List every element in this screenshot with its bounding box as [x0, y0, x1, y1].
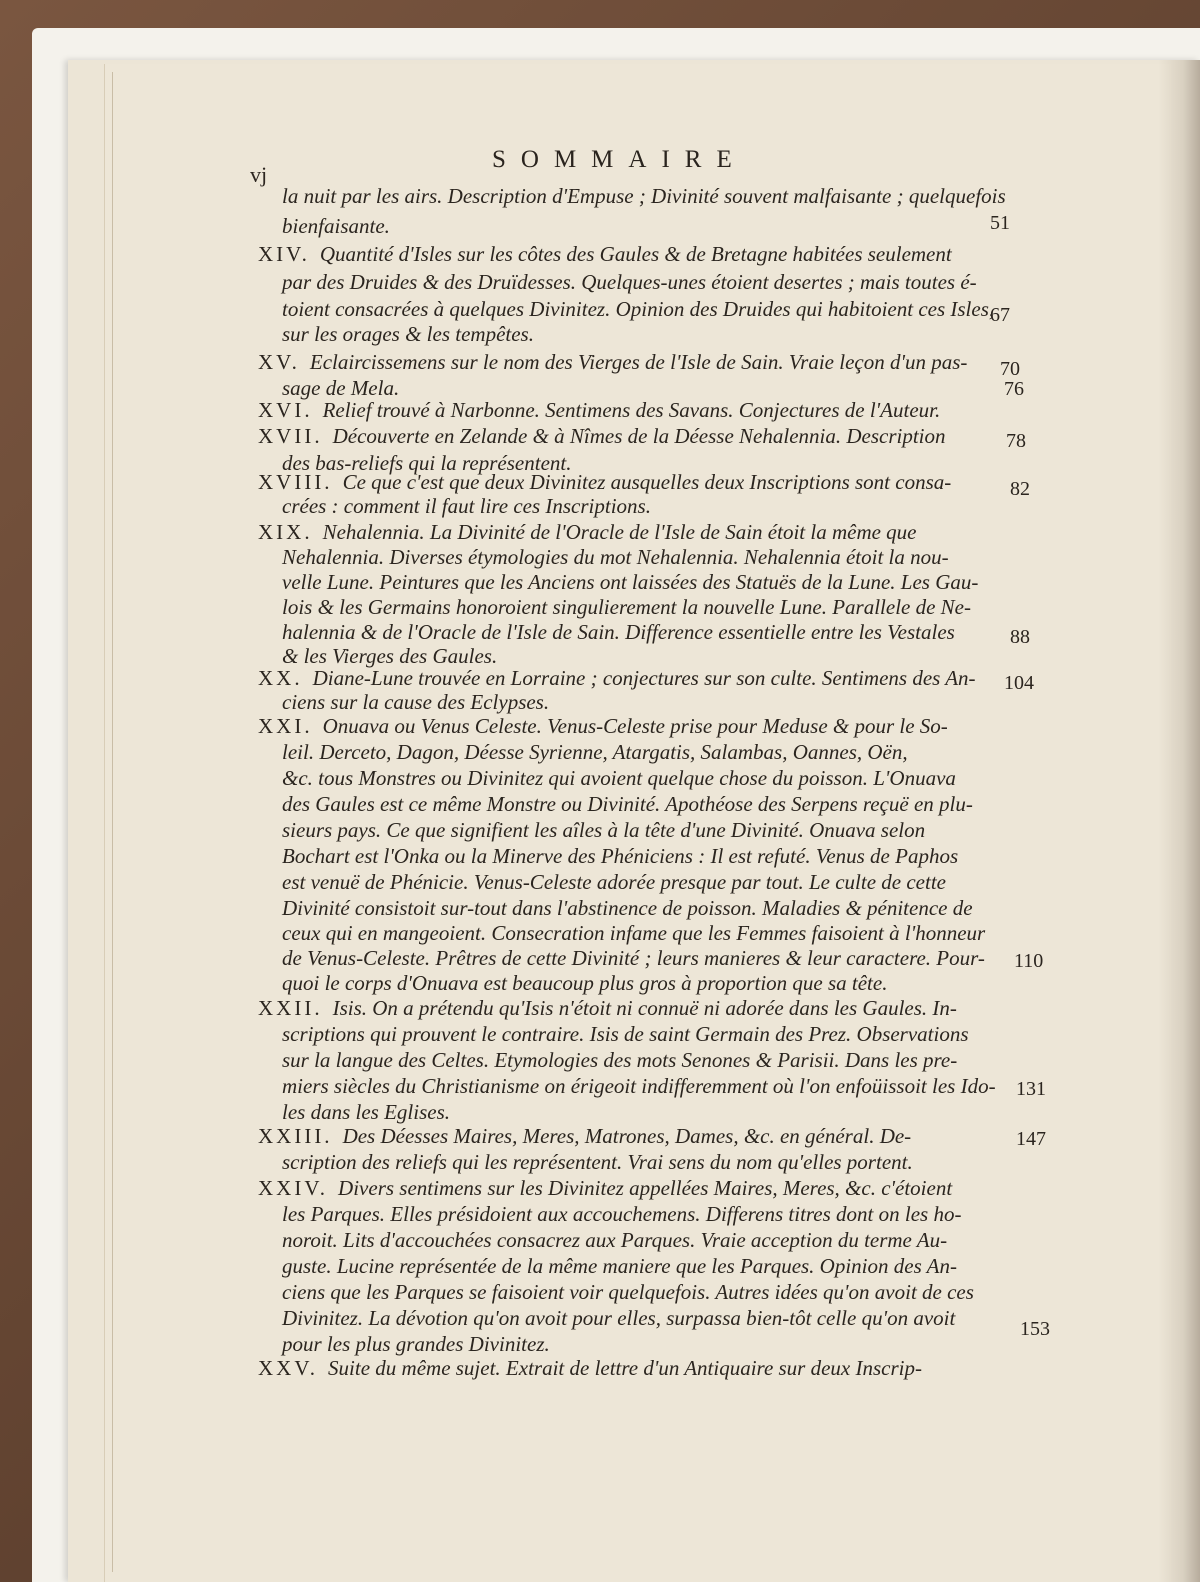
text-line: scription des reliefs qui les représentent. Vrai sens du nom qu'elles portent. [282, 1150, 913, 1174]
text-line: des bas-reliefs qui la représentent. [282, 451, 572, 475]
text-line: Nehalennia. La Divinité de l'Oracle de l'Isle de Sain étoit la même que [322, 520, 917, 544]
text-line: &c. tous Monstres ou Divinitez qui avoient quelque chose du poisson. L'Onuava [282, 766, 956, 790]
text-line: Quantité d'Isles sur les côtes des Gaules & de Bretagne habitées seulement [319, 242, 952, 266]
text-line: la nuit par les airs. Description d'Empuse ; Divinité souvent malfaisante ; quelquefois [282, 184, 1006, 208]
text-line: Divinitez. La dévotion qu'on avoit pour elles, surpassa bien-tôt celle qu'on avoit [282, 1306, 956, 1330]
text-line: Onuava ou Venus Celeste. Venus-Celeste prise pour Meduse & pour le So- [322, 714, 948, 738]
section-number: XXIII. [258, 1124, 333, 1148]
page-ref: 88 [1010, 626, 1030, 648]
text-line: sur la langue des Celtes. Etymologies des mots Senones & Parisii. Dans les pre- [282, 1048, 958, 1072]
text-line: Suite du même sujet. Extrait de lettre d'un Antiquaire sur deux Inscrip- [328, 1356, 922, 1380]
text-line: les dans les Eglises. [282, 1100, 450, 1124]
text-line: Découverte en Zelande & à Nîmes de la Déesse Nehalennia. Description [332, 424, 946, 448]
page-ref: 147 [1016, 1128, 1046, 1150]
text-line: les Parques. Elles présidoient aux accouchemens. Differens titres dont on les ho- [282, 1202, 962, 1226]
text-line: Eclaircissemens sur le nom des Vierges de l'Isle de Sain. Vraie leçon d'un pas- [309, 350, 968, 374]
text-line: Des Déesses Maires, Meres, Matrones, Dames, &c. en général. De- [342, 1124, 912, 1148]
text-line: sage de Mela. [282, 376, 400, 400]
text-line: Divinité consistoit sur-tout dans l'abstinence de poisson. Maladies & pénitence de [282, 896, 973, 920]
page-ref: 78 [1006, 430, 1026, 452]
section-number: XVIII. [258, 470, 333, 494]
page-ref: 153 [1020, 1318, 1050, 1340]
text-line: ceux qui en mangeoient. Consecration infame que les Femmes faisoient à l'honneur [282, 921, 986, 945]
section-number: XXII. [258, 996, 323, 1020]
text-line: sieurs pays. Ce que signifient les aîles à la tête d'une Divinité. Onuava selon [282, 818, 926, 842]
text-line: Ce que c'est que deux Divinitez ausquelles deux Inscriptions sont consa- [342, 470, 952, 494]
page-ref: 110 [1014, 950, 1044, 972]
text-line: Relief trouvé à Narbonne. Sentimens des Savans. Conjectures de l'Auteur. [322, 398, 941, 422]
section-number: XVI. [258, 398, 313, 422]
text-line: lois & les Germains honoroient singulierement la nouvelle Lune. Parallele de Ne- [282, 595, 972, 619]
text-line: guste. Lucine représentée de la même maniere que les Parques. Opinion des An- [282, 1254, 957, 1278]
running-title: SOMMAIRE [492, 146, 747, 173]
page-ref: 76 [1004, 378, 1024, 400]
section-number: XVII. [258, 424, 323, 448]
section-number: XXV. [258, 1356, 319, 1380]
page-ref: 104 [1004, 672, 1034, 694]
text-line: scriptions qui prouvent le contraire. Isis de saint Germain des Prez. Observations [282, 1022, 969, 1046]
text-line: des Gaules est ce même Monstre ou Divinité. Apothéose des Serpens reçuë en plu- [282, 792, 973, 816]
page-number: vj [250, 162, 268, 187]
text-line: bienfaisante. [282, 214, 390, 238]
page-ref: 51 [990, 212, 1010, 234]
text-line: noroit. Lits d'accouchées consacrez aux Parques. Vraie acception du terme Au- [282, 1228, 948, 1252]
text-line: de Venus-Celeste. Prêtres de cette Divinité ; leurs manieres & leur caractere. Pour- [282, 946, 985, 970]
section-number: XV. [258, 350, 300, 374]
section-number: XXIV. [258, 1176, 329, 1200]
text-line: halennia & de l'Oracle de l'Isle de Sain. Difference essentielle entre les Vestales [282, 620, 955, 644]
text-line: est venuë de Phénicie. Venus-Celeste adorée presque par tout. Le culte de cette [282, 870, 946, 894]
text-line: crées : comment il faut lire ces Inscriptions. [282, 494, 651, 518]
text-line: pour les plus grandes Divinitez. [282, 1332, 550, 1356]
section-number: XIV. [258, 242, 310, 266]
page-ref: 131 [1016, 1078, 1046, 1100]
text-line: quoi le corps d'Onuava est beaucoup plus gros à proportion que sa tête. [282, 971, 888, 995]
text-line: par des Druides & des Druïdesses. Quelques-unes étoient desertes ; mais toutes é- [282, 270, 977, 294]
text-line: Diane-Lune trouvée en Lorraine ; conjectures sur son culte. Sentimens des An- [312, 666, 976, 690]
section-number: XXI. [258, 714, 313, 738]
page-ref: 70 [1000, 358, 1020, 380]
text-line: & les Vierges des Gaules. [282, 644, 498, 668]
text-line: ciens sur la cause des Eclypses. [282, 690, 550, 714]
text-line: sur les orages & les tempêtes. [282, 322, 534, 346]
section-number: XIX. [258, 520, 313, 544]
text-line: Divers sentimens sur les Divinitez appellées Maires, Meres, &c. c'étoient [338, 1176, 953, 1200]
page-ref: 82 [1010, 478, 1030, 500]
page-ref: 67 [990, 304, 1010, 326]
text-line: toient consacrées à quelques Divinitez. Opinion des Druides qui habitoient ces Isles, [282, 297, 995, 321]
text-line: miers siècles du Christianisme on érigeoit indifferemment où l'on enfoüissoit les Ido- [282, 1074, 996, 1098]
text-line: Isis. On a prétendu qu'Isis n'étoit ni connuë ni adorée dans les Gaules. In- [332, 996, 957, 1020]
text-line: velle Lune. Peintures que les Anciens ont laissées des Statuës de la Lune. Les Gau- [282, 570, 979, 594]
text-line: leil. Derceto, Dagon, Déesse Syrienne, Atargatis, Salambas, Oannes, Oën, [282, 740, 908, 764]
text-line: ciens que les Parques se faisoient voir quelquefois. Autres idées qu'on avoit de ces [282, 1280, 974, 1304]
text-line: Bochart est l'Onka ou la Minerve des Phéniciens : Il est refuté. Venus de Paphos [282, 844, 959, 868]
text-line: Nehalennia. Diverses étymologies du mot Nehalennia. Nehalennia étoit la nou- [282, 545, 949, 569]
section-number: XX. [258, 666, 303, 690]
